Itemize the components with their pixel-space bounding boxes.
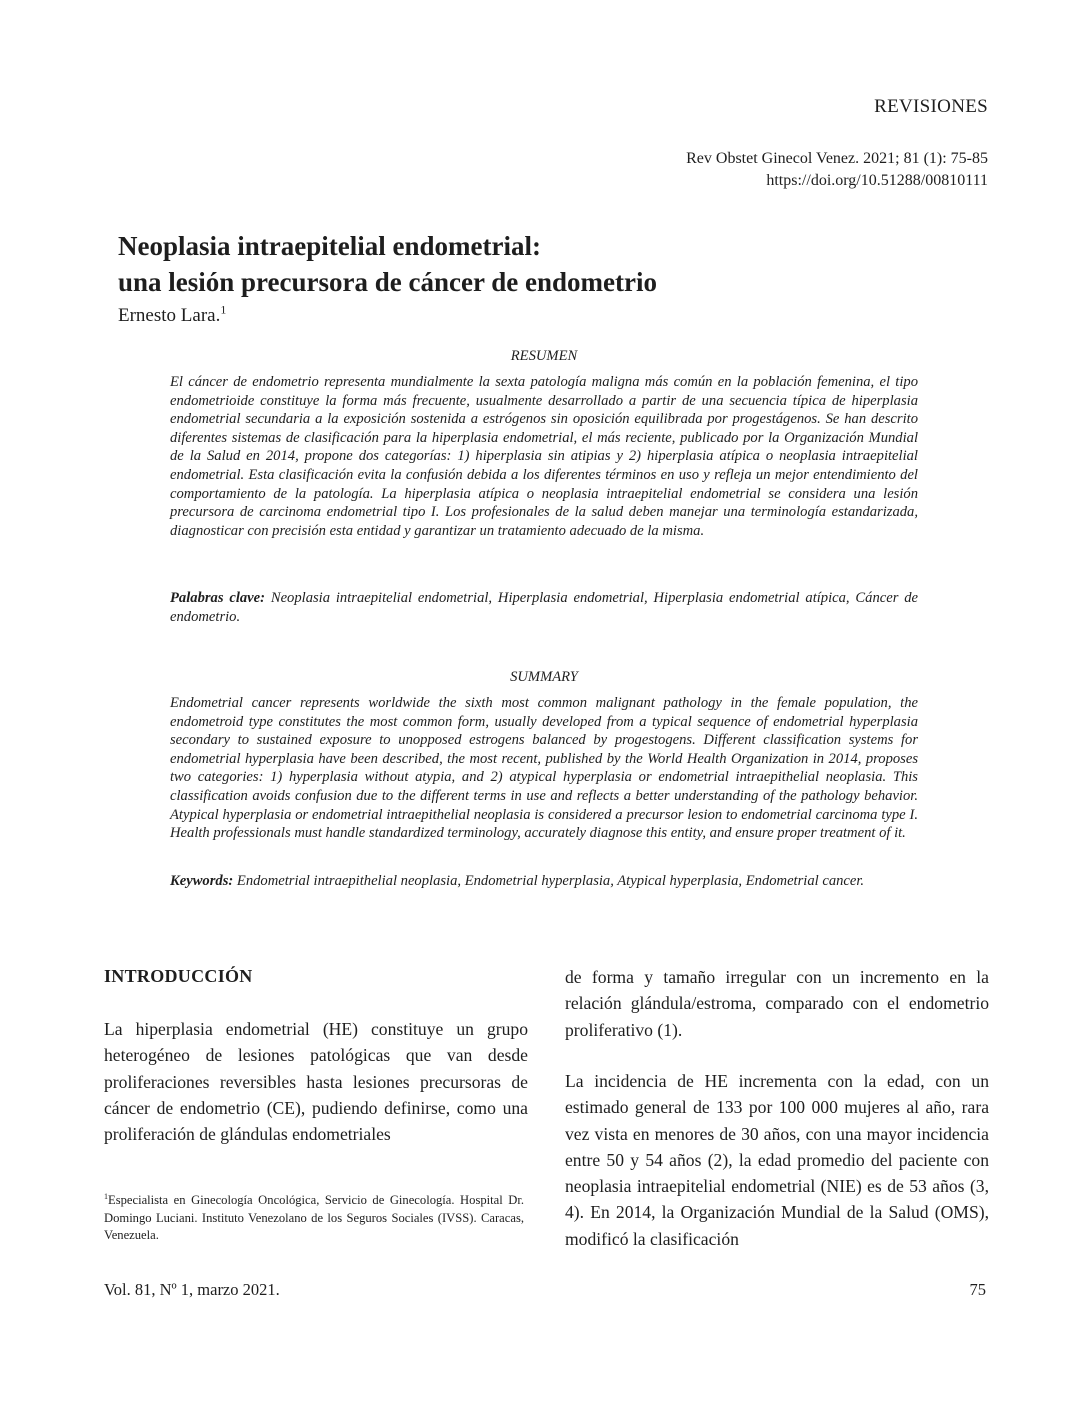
summary-keywords-list: Endometrial intraepithelial neoplasia, Endometrial hyperplasia, Atypical hyperplasia, Endometrial cancer. xyxy=(233,873,865,889)
summary-keywords-label: Keywords: xyxy=(170,873,234,889)
resumen-keywords xyxy=(170,589,918,626)
resumen-keywords-list: Neoplasia intraepitelial endometrial, Hiperplasia endometrial, Hiperplasia endometrial atípica, Cáncer de endometrio. xyxy=(170,590,918,625)
summary-text: Endometrial cancer represents worldwide the sixth most common malignant pathology in the female population, the endometroid type constitutes the most common form, usually developed from a typical sequence of endometrial hyperplasia secondary to sustained exposure to unopposed estrogens balanced by progestogens. Different classification systems for endometrial hyperplasia have been described, the most recent, published by the World Health Organization in 2014, proposes two categories: 1) hyperplasia without atypia, and 2) atypical hyperplasia or endometrial intraepithelial neoplasia. This classification avoids confusion due to the different terms in use and reflects a better understanding of the pathology behavior. Atypical hyperplasia or endometrial intraepithelial neoplasia is considered a precursor lesion to endometrial carcinoma type I. Health professionals must handle standardized terminology, accurately diagnose this entity, and ensure proper treatment of it. xyxy=(170,695,918,842)
resumen-keywords-label: Palabras clave: xyxy=(170,590,265,606)
title-line-2: una lesión precursora de cáncer de endometrio xyxy=(118,267,657,297)
author-affiliation-mark: 1 xyxy=(220,302,227,317)
affiliation-footnote xyxy=(104,1188,524,1245)
article-title xyxy=(118,228,998,300)
citation xyxy=(686,148,988,192)
page-number: 75 xyxy=(969,1280,986,1299)
title-line-1: Neoplasia intraepitelial endometrial: xyxy=(118,231,541,261)
footnote-text: Especialista en Ginecología Oncológica, Servicio de Ginecología. Hospital Dr. Domingo Luciani. Instituto Venezolano de los Seguros Sociales (IVSS). Caracas, Venezuela. xyxy=(104,1193,524,1243)
author xyxy=(118,302,227,327)
summary-keywords xyxy=(170,872,918,891)
intro-heading: INTRODUCCIÓN xyxy=(104,966,253,986)
resumen-heading: RESUMEN xyxy=(510,348,578,364)
citation-journal: Rev Obstet Ginecol Venez. 2021; 81 (1): 75-85 xyxy=(686,150,988,167)
section-label: REVISIONES xyxy=(874,96,988,117)
citation-doi: https://doi.org/10.51288/00810111 xyxy=(766,172,988,189)
author-name: Ernesto Lara. xyxy=(118,305,221,326)
summary-heading: SUMMARY xyxy=(510,669,578,685)
intro-paragraph-left: La hiperplasia endometrial (HE) constituye un grupo heterogéneo de lesiones patológicas que van desde proliferaciones reversibles hasta lesiones precursoras de cáncer de endometrio (CE), pudiendo definirse, como una proliferación de glándulas endometriales xyxy=(104,1019,528,1145)
footer-volume: Vol. 81, Nº 1, marzo 2021. xyxy=(104,1280,280,1299)
intro-paragraph-right-1: de forma y tamaño irregular con un incremento en la relación glándula/estroma, comparado con el endometrio proliferativo (1). xyxy=(565,967,989,1040)
footnote-mark: 1 xyxy=(104,1192,108,1201)
intro-paragraph-right-2: La incidencia de HE incrementa con la edad, con un estimado general de 133 por 100 000 mujeres al año, rara vez vista en menores de 30 años, con una mayor incidencia entre 50 y 54 años (2), la edad promedio del paciente con neoplasia intraepitelial endometrial (NIE) es de 53 años (3, 4). En 2014, la Organización Mundial de la Salud (OMS), modificó la clasificación xyxy=(565,1071,989,1249)
resumen-text: El cáncer de endometrio representa mundialmente la sexta patología maligna más común en la población femenina, el tipo endometrioide constituye la forma más frecuente, usualmente desarrollado a partir de una secuencia típica de hiperplasia endometrial secundaria a la exposición sostenida a estrógenos sin oposición equilibrada por progestágenos. Se han descrito diferentes sistemas de clasificación para la hiperplasia endometrial, el más reciente, publicado por la Organización Mundial de la Salud en 2014, propone dos categorías: 1) hiperplasia sin atipias y 2) hiperplasia atípica o neoplasia intraepitelial endometrial. Esta clasificación evita la confusión debida a los diferentes términos en uso y refleja un mejor entendimiento del comportamiento de la patología. La hiperplasia atípica o neoplasia intraepitelial endometrial se considera una lesión precursora de carcinoma endometrial tipo I. Los profesionales de la salud deben manejar una terminología estandarizada, diagnosticar con precisión esta entidad y garantizar un tratamiento adecuado de la misma. xyxy=(170,374,918,539)
